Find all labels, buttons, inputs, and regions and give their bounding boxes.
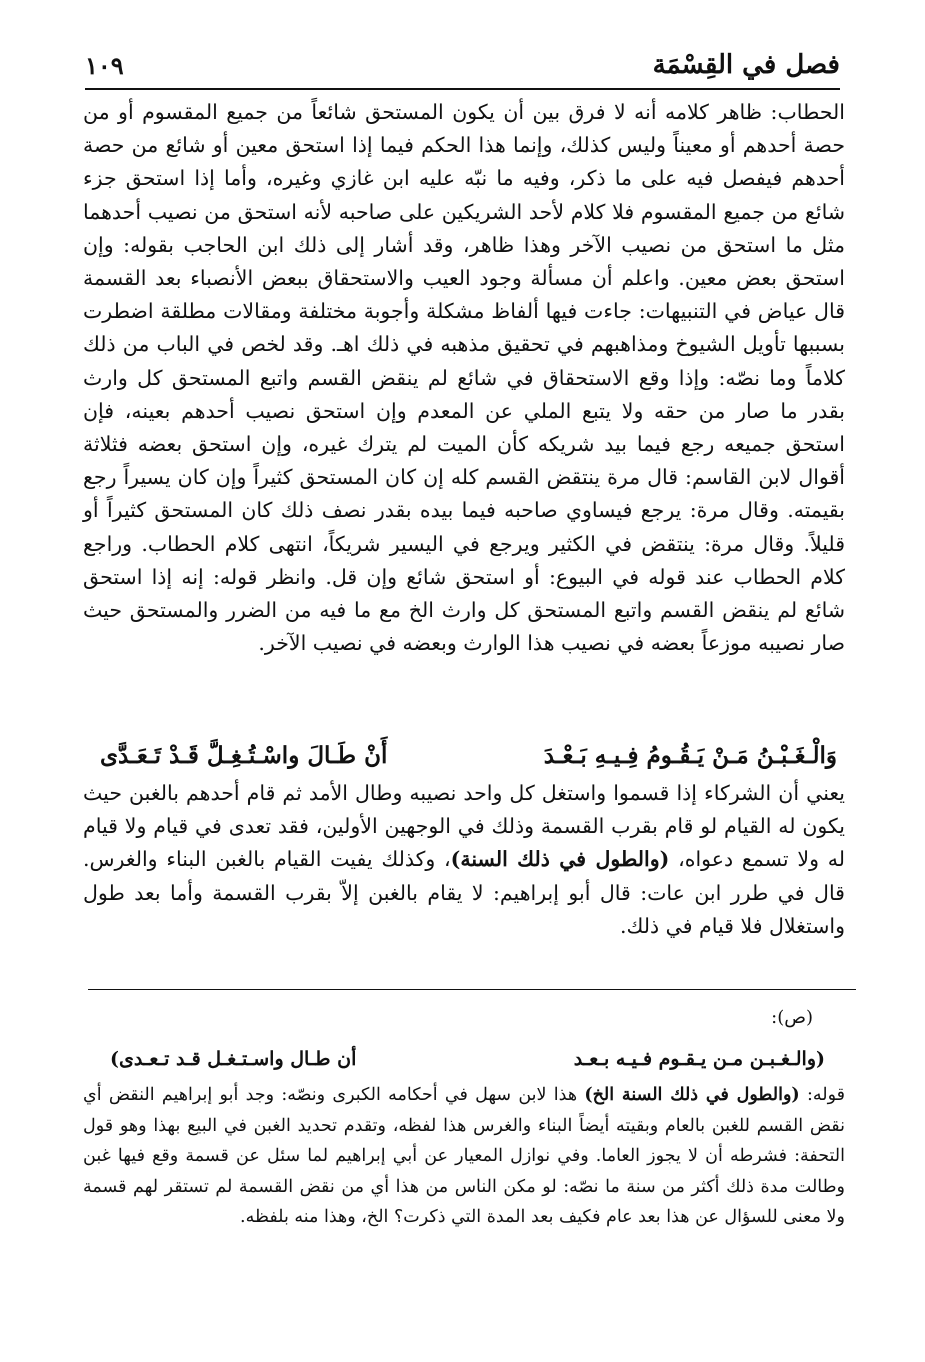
footnote-paragraph xyxy=(83,1080,845,1233)
commentary-text-1: يعني أن الشركاء إذا قسموا واستغل كل واحد نصيبه وطال الأمد ثم قام أحدهم بالغبن حيث يكون له القيام لو قام بقرب القسمة وذلك في الوجهين الأولين، فقد تعدى في قيام ولا قيام له ولا تسمع دعواه، xyxy=(83,781,845,872)
main-paragraph: الحطاب: ظاهر كلامه أنه لا فرق بين أن يكون المستحق شائعاً من جميع المقسوم أو من حصة أحدهم أو معيناً وليس كذلك، وإنما هذا الحكم فيما إذا استحق معين أو شائع من حصة أحدهم فيفصل فيه على ما ذكر، وفيه ما نبّه عليه ابن غازي وغيره، وأما إذا استحق جزء شائع من جميع المقسوم فلا كلام لأحد الشريكين على صاحبه لأنه استحق من نصيب أحدهما مثل ما استحق من نصيب الآخر وهذا ظاهر، وقد أشار إلى ذلك ابن الحاجب بقوله: وإن استحق بعض معين. واعلم أن مسألة وجود العيب والاستحقاق ببعض الأنصباء بعد القسمة قال عياض في التنبيهات: جاءت فيها ألفاظ مشكلة وأجوبة مختلفة ومقالات مطلقة اضطرت بسببها تأويل الشيوخ ومذاهبهم في تحقيق مذهبه في ذلك اهـ. وقد لخص في الباب من ذلك كلاماً وما نصّه: وإذا وقع الاستحقاق في شائع لم ينقض القسم واتبع المستحق كل وارث بقدر ما صار من حقه ولا يتبع الملي عن المعدم وإن استحق نصيب أحدهم بعينه، فإن استحق جميعه رجع فيما بيد شريكه كأن الميت لم يترك غيره، وإن استحق بعضه فثلاثة أقوال لابن القاسم: قال مرة ينتقض القسم كله إن كان المستحق كثيراً وإن كان يسيراً رجع بقيمته. وقال مرة: يرجع فيساوي صاحبه فيما بيده بقدر نصف ذلك كان المستحق كثيراً أو قليلاً. وقال مرة: ينتقض في الكثير ويرجع في اليسير شريكاً، انتهى كلام الحطاب. وراجع كلام الحطاب عند قوله في البيوع: أو استحق شائع وإن قل. وانظر قوله: إنه إذا استحق شائع لم ينقض القسم واتبع المستحق كل وارث الخ مع ما فيه من الضرر والمستحق حيث صار نصيبه موزعاً بعضه في نصيب هذا الوارث وبعضه في نصيب الآخر. xyxy=(83,100,845,656)
commentary-quote: (والطول في ذلك السنة) xyxy=(450,847,670,872)
footnote-verse xyxy=(110,1042,825,1076)
verse-second-hemistich: أَنْ طَـالَ واسْـتُـغِـلَّ قَـدْ تَـعَـدَّى xyxy=(100,741,388,769)
footnote-divider xyxy=(88,989,856,990)
running-title: فصل في القِسْمَة xyxy=(652,50,840,80)
footnote-lead: قوله: xyxy=(799,1085,845,1105)
footnote-verse-first: (والـغـبـن مـن يـقـوم فـيـه بـعـد xyxy=(573,1048,825,1070)
footnote-text xyxy=(83,1080,845,1233)
page-header xyxy=(85,42,840,90)
verse-first-hemistich: وَالْـغَـبْـنُ مَـنْ يَـقُـومُ فِـيـهِ بَـعْـدَ xyxy=(543,741,837,769)
footnote-body: هذا لابن سهل في أحكامه الكبرى ونصّه: وجد أبو إبراهيم النقض أي نقض القسم للغبن بالعام وبقيته أيضاً البناء والغرس هذا لفظه، وتقدم تحديد الغبن في البيع بهذا وهو قول التحفة: فشرطه أن لا يجوز العاما. وفي نوازل المعيار عن أبي إبراهيم لما سئل عن قسمة وقع فيها غبن وطالت مدة ذلك أكثر من سنة ما نصّه: لو مكن الناس من هذا أي من نقض القسمة لم تستقر لهم قسمة ولا معنى للسؤال عن هذا بعد عام فكيف بعد المدة التي ذكرت؟ الخ، وهذا منه بلفظه. xyxy=(83,1085,845,1227)
main-text xyxy=(83,96,845,660)
verse-line xyxy=(100,735,837,775)
commentary-paragraph xyxy=(83,777,845,943)
footnote-quote: (والطول في ذلك السنة الخ) xyxy=(584,1085,800,1105)
page-number: ١٠٩ xyxy=(85,50,124,80)
commentary-text xyxy=(83,777,845,943)
commentary-text-2: ، وكذلك يفيت القيام بالغبن البناء والغرس. قال في طرر ابن عات: قال أبو إبراهيم: لا يقام بالغبن إلاّ بقرب القسمة وأما بعد طول واستغلال فلا قيام في ذلك. xyxy=(83,847,845,938)
footnote-label: (ص): xyxy=(771,1007,813,1028)
footnote-verse-second: أن طـال واسـتـغـل قـد تـعـدى) xyxy=(110,1048,357,1070)
